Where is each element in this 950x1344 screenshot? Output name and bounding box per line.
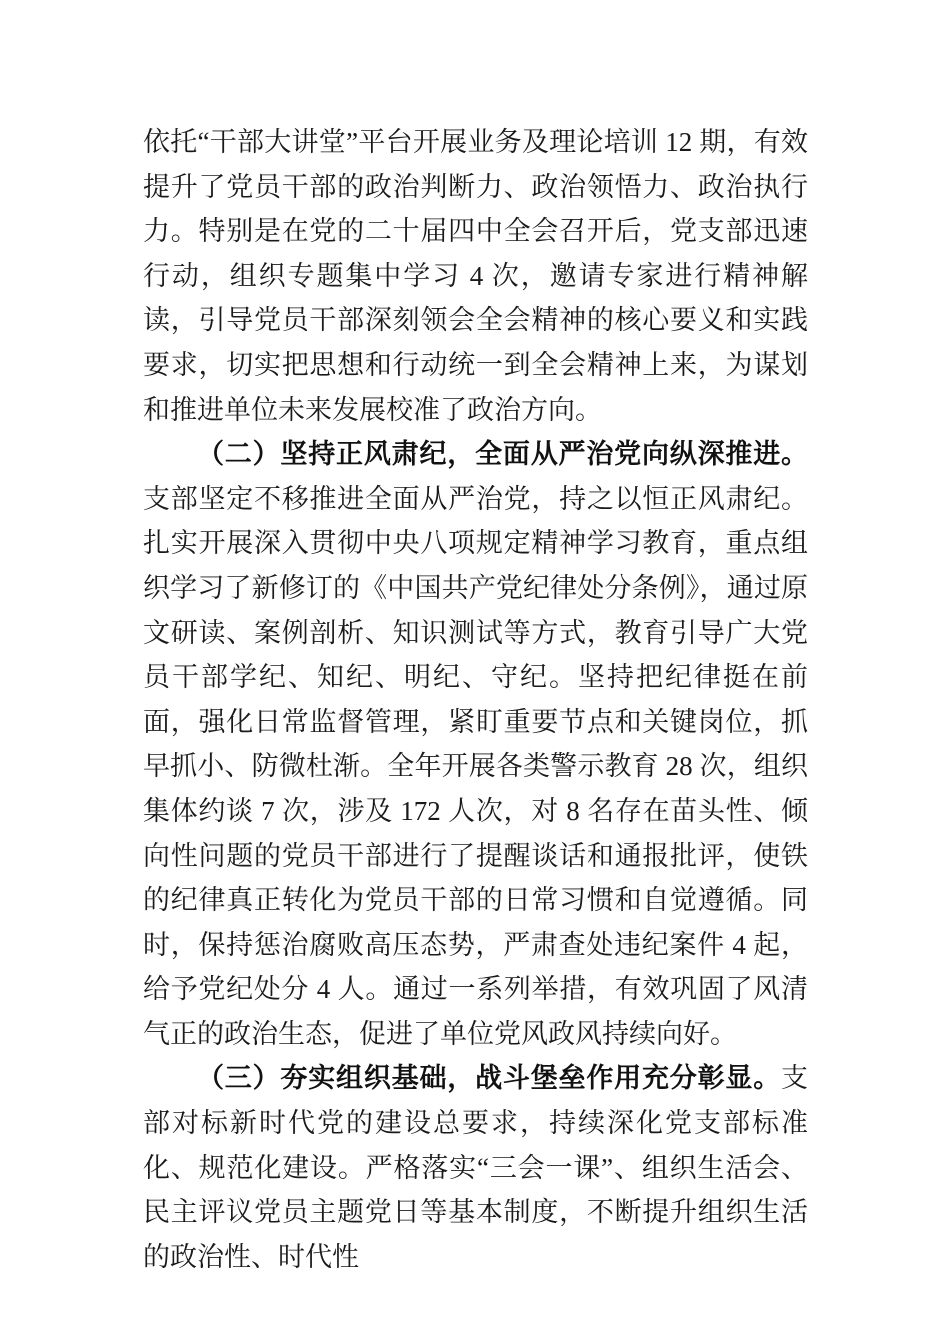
paragraph-continuation-text: 依托“干部大讲堂”平台开展业务及理论培训 12 期，有效提升了党员干部的政治判断力、政治领悟力、政治执行力。特别是在党的二十届四中全会召开后，党支部迅速行动，组织专题集中学习 4 次，邀请专家进行精神解读，引导党员干部深刻领会全会精神的核心要义和实践要求，切实把思想和行动统一到全会精神上来，为谋划和推进单位未来发展校准了政治方向。 bbox=[143, 127, 808, 425]
document-body bbox=[143, 120, 808, 1279]
section-3-text: 支部对标新时代党的建设总要求，持续深化党支部标准化、规范化建设。严格落实“三会一课”、组织生活会、民主评议党员主题党日等基本制度，不断提升组织生活的政治性、时代性 bbox=[143, 1063, 808, 1272]
section-2-heading: （二）坚持正风肃纪，全面从严治党向纵深推进。 bbox=[197, 439, 808, 470]
paragraph-continuation bbox=[143, 120, 808, 432]
paragraph-section-2 bbox=[143, 432, 808, 1056]
paragraph-section-3 bbox=[143, 1056, 808, 1279]
section-2-text: 支部坚定不移推进全面从严治党，持之以恒正风肃纪。扎实开展深入贯彻中央八项规定精神学习教育，重点组织学习了新修订的《中国共产党纪律处分条例》，通过原文研读、案例剖析、知识测试等方式，教育引导广大党员干部学纪、知纪、明纪、守纪。坚持把纪律挺在前面，强化日常监督管理，紧盯重要节点和关键岗位，抓早抓小、防微杜渐。全年开展各类警示教育 28 次，组织集体约谈 7 次，涉及 172 人次，对 8 名存在苗头性、倾向性问题的党员干部进行了提醒谈话和通报批评，使铁的纪律真正转化为党员干部的日常习惯和自觉遵循。同时，保持惩治腐败高压态势，严肃查处违纪案件 4 起，给予党纪处分 4 人。通过一系列举措，有效巩固了风清气正的政治生态，促进了单位党风政风持续向好。 bbox=[143, 483, 808, 1049]
section-3-heading: （三）夯实组织基础，战斗堡垒作用充分彰显。 bbox=[197, 1063, 781, 1094]
